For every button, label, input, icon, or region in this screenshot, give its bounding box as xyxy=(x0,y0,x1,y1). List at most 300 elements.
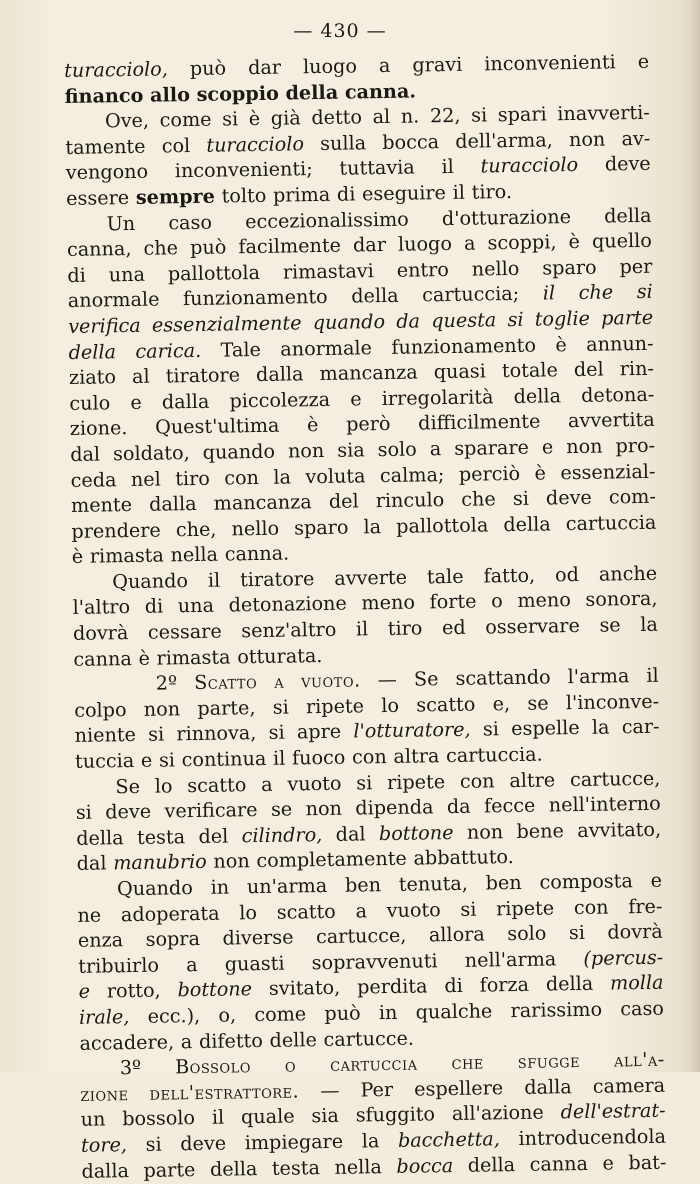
word: e xyxy=(541,435,554,459)
word: la xyxy=(640,612,659,637)
word: qualche xyxy=(415,999,493,1024)
word: parte xyxy=(143,1157,196,1182)
word: guasti xyxy=(224,951,285,976)
word: delle xyxy=(269,1027,318,1052)
word: 2º xyxy=(155,671,178,695)
word: bocca xyxy=(396,1153,454,1178)
word: dalla xyxy=(524,1074,572,1099)
word: rinnova, xyxy=(176,721,257,746)
word: scattando xyxy=(455,665,551,691)
word: osservare xyxy=(485,614,581,639)
word: dovrà xyxy=(72,621,129,645)
word: è xyxy=(306,413,319,437)
word: enza xyxy=(77,928,124,953)
word: prima xyxy=(272,182,331,207)
word: la xyxy=(591,715,610,740)
word: detonazione xyxy=(228,592,347,617)
word: perdita xyxy=(356,974,428,999)
word: al xyxy=(131,364,150,389)
word: dalla xyxy=(161,389,210,414)
word: Per xyxy=(360,1077,394,1102)
word: dal xyxy=(335,822,366,846)
word: espellere xyxy=(414,1075,504,1101)
word: cessare xyxy=(147,619,222,644)
word: non xyxy=(566,434,603,459)
word: sonora, xyxy=(585,587,658,612)
word: il xyxy=(452,180,466,204)
word: 22, xyxy=(429,103,461,128)
word: piccolezza xyxy=(229,387,331,413)
word: è xyxy=(555,332,567,356)
word: turacciolo xyxy=(480,153,579,178)
word: pallottola xyxy=(167,260,261,286)
word: impiegare xyxy=(244,1129,344,1155)
word: tiro. xyxy=(471,179,513,204)
word: col xyxy=(161,133,191,158)
word: l'inconve- xyxy=(565,689,660,715)
word: o, xyxy=(218,1003,237,1027)
word: tiratore xyxy=(239,567,315,592)
word: cartuccia. xyxy=(445,742,543,768)
word: tale xyxy=(426,564,464,589)
word: altre xyxy=(509,768,556,792)
word: bottone xyxy=(378,820,454,845)
word: spari xyxy=(497,102,547,127)
word: scatto xyxy=(187,772,247,797)
word: deve xyxy=(604,152,651,176)
word: che xyxy=(578,280,614,305)
word: fre- xyxy=(628,894,663,918)
word: a xyxy=(260,772,273,796)
word: quello xyxy=(591,228,653,253)
word: il xyxy=(441,155,454,179)
word: anormale xyxy=(67,287,160,313)
word: cartucce, xyxy=(569,766,661,791)
word: annun- xyxy=(585,331,654,356)
word: ripete xyxy=(386,769,446,794)
word: quale xyxy=(240,1104,295,1129)
word: e xyxy=(140,748,153,772)
word: od xyxy=(554,562,580,587)
word: la xyxy=(361,1129,380,1153)
word: sempre xyxy=(135,184,216,209)
word: carica. xyxy=(135,338,202,363)
word: nello xyxy=(471,256,520,281)
word: si xyxy=(482,717,500,741)
word: niente xyxy=(74,723,137,748)
word: camera xyxy=(592,1073,666,1098)
word: ed xyxy=(441,615,466,640)
word: si xyxy=(636,280,653,304)
word: in xyxy=(378,1000,398,1025)
page-edge xyxy=(686,0,700,1072)
word: Se xyxy=(115,774,141,798)
word: la xyxy=(363,514,382,539)
word: turacciolo, xyxy=(64,57,169,82)
word: avverte xyxy=(334,565,408,590)
word: a xyxy=(429,437,442,461)
word: pallottola xyxy=(396,513,489,538)
word: lo xyxy=(239,900,258,924)
word: bocca xyxy=(382,129,440,154)
word: tiratore xyxy=(165,363,241,388)
word: forza xyxy=(479,973,530,997)
word: sopra xyxy=(145,927,201,952)
word: anche xyxy=(598,561,658,586)
word: nella xyxy=(170,542,219,567)
word: detto xyxy=(311,105,363,130)
word: perciò xyxy=(458,461,521,486)
word: abbattuto. xyxy=(413,845,514,871)
word: dalla xyxy=(148,492,197,516)
word: difficilmente xyxy=(418,409,541,435)
word: nello xyxy=(231,516,280,541)
word: mancanza xyxy=(319,360,418,386)
word: lo xyxy=(154,774,173,798)
word: caso xyxy=(620,996,665,1021)
word: che xyxy=(461,487,496,511)
word: ne xyxy=(77,903,102,927)
word: d'otturazione xyxy=(441,204,572,230)
word: con xyxy=(224,465,260,490)
word: scoppio xyxy=(196,81,279,106)
word: nell'interno xyxy=(548,791,661,817)
word: funzionamento xyxy=(391,333,537,359)
word: e xyxy=(78,980,91,1004)
word: allora xyxy=(428,922,485,947)
word: il xyxy=(355,617,369,641)
word: dal xyxy=(76,851,107,876)
word: si xyxy=(148,722,165,747)
word: se xyxy=(270,797,293,822)
word: svitato, xyxy=(268,976,341,1001)
word: rotto, xyxy=(106,978,161,1003)
word: all'a- xyxy=(613,1047,665,1072)
word: il xyxy=(211,1105,225,1130)
word: cartuccia xyxy=(329,1051,418,1077)
word: avvertita xyxy=(567,408,655,433)
word: solo xyxy=(507,921,547,946)
word: calma; xyxy=(379,462,445,487)
word: è xyxy=(138,646,151,670)
word: com- xyxy=(608,484,657,509)
word: è xyxy=(534,460,547,485)
word: espelle xyxy=(510,716,580,741)
word: l'arma xyxy=(567,664,630,689)
word: scatto xyxy=(416,692,476,717)
word: di xyxy=(144,594,164,619)
word: adoperata xyxy=(120,901,220,926)
word: pro- xyxy=(615,433,656,458)
word: dovrà xyxy=(607,919,663,944)
word: una xyxy=(177,594,215,618)
word: il xyxy=(646,663,659,688)
word: della xyxy=(68,339,117,364)
word: tore, xyxy=(80,1133,128,1157)
word: culo xyxy=(69,391,111,415)
word: a xyxy=(185,952,198,976)
word: prendere xyxy=(71,518,161,543)
word: dell'estrat- xyxy=(560,1099,666,1124)
word: o xyxy=(490,589,503,613)
word: 3º xyxy=(119,1056,142,1080)
word: completamente xyxy=(256,847,407,873)
word: molla xyxy=(609,971,664,995)
page-number: — 430 — xyxy=(293,20,387,42)
word: e, xyxy=(492,691,511,716)
word: soldato, xyxy=(112,440,190,466)
word: voluta xyxy=(305,463,366,488)
word: sia xyxy=(311,1104,340,1128)
word: fecce xyxy=(483,793,536,818)
word: Se xyxy=(413,667,439,691)
word: non xyxy=(143,697,181,721)
word: sparo xyxy=(293,515,349,540)
word: bat- xyxy=(628,1150,667,1174)
word: luogo xyxy=(302,54,358,79)
word: dell'arma, xyxy=(455,128,553,153)
word: tiro xyxy=(175,466,210,490)
word: sopravvenuti xyxy=(311,949,438,975)
word: tuttavia xyxy=(339,155,415,181)
word: rin- xyxy=(619,356,655,381)
word: parte xyxy=(600,305,654,330)
word: si xyxy=(356,770,373,795)
word: il xyxy=(272,746,286,770)
word: totale xyxy=(501,358,559,383)
word: zione xyxy=(80,1081,129,1106)
word: si xyxy=(470,103,488,127)
word: ziato xyxy=(68,365,117,390)
word: da xyxy=(396,309,421,333)
word: ben xyxy=(485,870,522,895)
word: caso xyxy=(168,210,213,234)
word: — xyxy=(377,668,398,692)
word: eseguire xyxy=(361,180,447,206)
word: ben xyxy=(344,873,382,897)
word: se xyxy=(527,691,549,715)
word: manubrio xyxy=(113,850,207,875)
word: della xyxy=(603,203,652,228)
word: cartucce. xyxy=(323,1026,415,1051)
word: nell'arma xyxy=(464,947,557,972)
word: deve xyxy=(180,1131,227,1156)
word: cartuccia; xyxy=(422,282,520,307)
word: anormale xyxy=(280,335,373,361)
word: all'azione xyxy=(451,1100,544,1126)
word: sparare xyxy=(454,435,530,460)
word: tuccia xyxy=(74,749,135,773)
word: verificare xyxy=(164,798,258,823)
word: con xyxy=(459,768,495,793)
word: nella xyxy=(334,1154,383,1179)
word: dipenda xyxy=(355,795,434,820)
word: di xyxy=(444,974,463,998)
word: e xyxy=(602,1151,615,1175)
word: Tale xyxy=(220,337,262,362)
word: come xyxy=(159,107,212,132)
word: di xyxy=(67,263,87,287)
word: senz'altro xyxy=(241,617,337,643)
body-text xyxy=(64,49,667,1184)
word: si xyxy=(568,921,586,945)
word: inconvenienti xyxy=(484,50,616,76)
word: si xyxy=(460,897,477,921)
word: canna. xyxy=(224,541,290,566)
word: diverse xyxy=(222,925,294,950)
word: che xyxy=(451,1050,485,1075)
word: dalla xyxy=(81,1158,130,1183)
word: della xyxy=(503,512,551,536)
word: è xyxy=(71,545,84,569)
word: introducendola xyxy=(518,1124,667,1150)
word: dar xyxy=(247,55,282,80)
word: dalla xyxy=(255,362,304,387)
word: tribuirlo xyxy=(78,953,160,978)
word: e xyxy=(130,390,142,414)
word: vuoto xyxy=(386,897,441,922)
word: non xyxy=(287,438,325,463)
word: verifica xyxy=(68,313,141,338)
word: si xyxy=(222,107,239,131)
word: rarissimo xyxy=(510,997,603,1023)
word: financo xyxy=(64,83,144,108)
word: Quando xyxy=(112,568,189,594)
word: composta xyxy=(539,869,633,894)
word: meno xyxy=(361,591,416,615)
word: mente xyxy=(70,493,133,518)
word: la xyxy=(273,464,292,489)
word: ripete xyxy=(495,896,555,920)
word: ceda xyxy=(70,467,117,492)
word: bacchetta, xyxy=(397,1127,501,1152)
word: del xyxy=(198,824,229,848)
word: già xyxy=(270,106,301,130)
word: con xyxy=(573,895,609,919)
word: ecc.), xyxy=(147,1003,201,1028)
word: Ove, xyxy=(104,108,150,133)
word: inavverti- xyxy=(557,100,650,126)
word: zione. xyxy=(69,416,128,441)
word: — xyxy=(320,1078,340,1102)
word: sparo xyxy=(542,255,597,280)
word: o xyxy=(284,1053,297,1077)
word: detona- xyxy=(580,382,655,407)
word: del xyxy=(328,489,359,513)
word: scatto xyxy=(276,899,336,924)
word: del xyxy=(573,357,604,382)
word: tenuta, xyxy=(398,871,469,896)
word: dar xyxy=(352,233,387,257)
word: deve xyxy=(545,485,592,510)
word: cartuccia xyxy=(565,510,657,535)
word: essenzialmente xyxy=(151,311,302,337)
word: canna xyxy=(529,1151,589,1176)
word: vengono xyxy=(65,160,149,185)
word: deve xyxy=(105,799,152,824)
word: a xyxy=(274,669,285,694)
word: l'altro xyxy=(72,595,131,620)
word: vuoto xyxy=(287,771,342,796)
word: della xyxy=(467,1152,516,1177)
word: inconvenienti; xyxy=(174,157,313,183)
word: toglie xyxy=(534,306,591,331)
word: allo xyxy=(149,82,191,107)
word: Quando xyxy=(116,876,193,901)
word: bottone xyxy=(177,977,253,1002)
word: n. xyxy=(400,104,420,128)
word: non xyxy=(568,127,606,151)
word: una xyxy=(108,262,146,287)
word: entro xyxy=(396,257,450,282)
word: in xyxy=(210,875,230,899)
word: canna. xyxy=(344,79,417,104)
word: di xyxy=(336,182,356,206)
word: funzionamento xyxy=(182,285,328,311)
word: della xyxy=(351,284,399,308)
word: sfugge xyxy=(517,1049,581,1074)
word: solo xyxy=(377,437,417,462)
word: può xyxy=(189,56,227,81)
word: ripete xyxy=(305,694,365,719)
word: della xyxy=(545,972,594,996)
word: vuoto. xyxy=(301,668,361,693)
word: il xyxy=(207,568,221,592)
word: non xyxy=(213,849,250,874)
word: può xyxy=(324,1001,361,1025)
word: e xyxy=(650,868,663,892)
word: bossolo xyxy=(122,1106,196,1131)
word: è xyxy=(248,107,261,131)
word: rimasta xyxy=(89,543,165,568)
word: si xyxy=(272,695,289,719)
word: dell'estrattore. xyxy=(149,1079,300,1105)
word: canna, xyxy=(66,237,132,262)
word: colpo xyxy=(74,697,127,722)
word: cilindro, xyxy=(241,822,323,848)
word: della xyxy=(513,383,562,408)
word: testa xyxy=(271,1155,321,1180)
word: a xyxy=(355,898,368,923)
word: si xyxy=(145,1132,162,1156)
word: questa xyxy=(431,308,497,333)
word: Quest'ultima xyxy=(154,413,280,439)
word: irregolarità xyxy=(381,385,494,410)
word: Un xyxy=(106,211,136,235)
word: un xyxy=(80,1107,106,1132)
word: se xyxy=(599,613,621,637)
word: gravi xyxy=(412,52,463,77)
word: a xyxy=(463,231,476,255)
word: della xyxy=(209,1156,258,1181)
word: turacciolo xyxy=(206,132,305,157)
word: si xyxy=(75,800,93,825)
word: av- xyxy=(621,126,651,151)
word: scoppi, xyxy=(487,230,557,255)
word: tiro xyxy=(387,616,423,641)
word: Scatto xyxy=(193,670,258,695)
word: e xyxy=(637,49,650,73)
word: fuoco xyxy=(291,745,346,770)
word: a xyxy=(378,53,391,78)
word: al xyxy=(372,105,391,129)
word: avvitato, xyxy=(577,817,662,842)
word: il xyxy=(542,281,556,305)
word: car- xyxy=(621,715,660,739)
word: si xyxy=(512,486,530,511)
word: sulla xyxy=(319,131,367,155)
word: sia xyxy=(337,438,365,462)
